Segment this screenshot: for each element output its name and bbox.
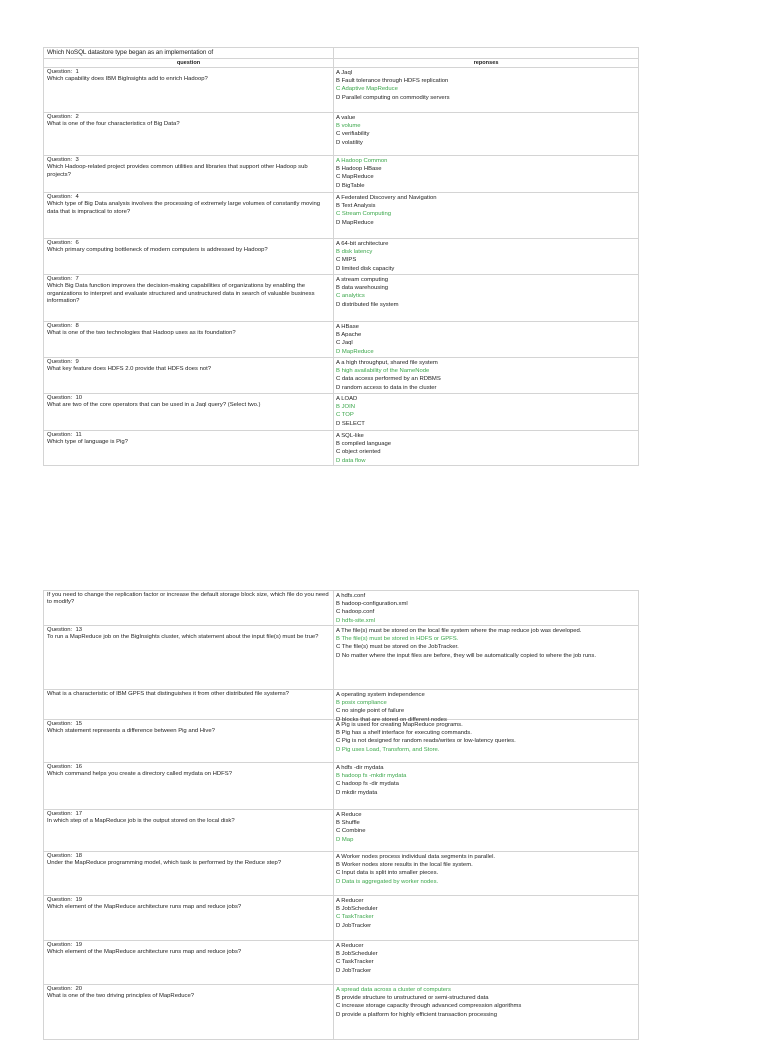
answer-option: D provide a platform for highly efficient transaction processing <box>336 1011 497 1018</box>
question-text: What is one of the two technologies that Hadoop uses as its foundation? <box>47 330 236 337</box>
question-text: Under the MapReduce programming model, which task is performed by the Reduce step? <box>47 860 282 867</box>
table-row <box>43 193 639 239</box>
answers-cell <box>334 193 638 238</box>
question-cell <box>44 852 334 895</box>
correct-answer: B posix compliance <box>336 700 387 707</box>
question-number: Question: 6 <box>47 240 79 246</box>
correct-answer: C TOP <box>336 412 354 419</box>
answer-option: C Input data is split into smaller pieces. <box>336 870 439 877</box>
question-cell <box>44 358 334 393</box>
question-cell <box>44 113 334 155</box>
answer-option: D JobTracker <box>336 967 372 974</box>
answer-option: C hadoop fs -dir mydata <box>336 781 399 788</box>
question-number: Question: 19 <box>47 942 83 948</box>
answers-cell <box>334 113 638 155</box>
question-text: In which step of a MapReduce job is the output stored on the local disk? <box>47 818 235 825</box>
question-number: Question: 8 <box>47 323 79 329</box>
answer-option: A HBase <box>336 324 359 330</box>
table-row <box>43 113 639 156</box>
question-number: Question: 13 <box>47 627 83 633</box>
correct-answer: C Stream Computing <box>336 211 392 218</box>
correct-answer: D data flow <box>336 457 366 464</box>
question-number: Question: 19 <box>47 897 83 903</box>
header-responses: reponses <box>473 60 499 66</box>
question-cell <box>44 626 334 689</box>
question-text: Which type of language is Pig? <box>47 439 128 446</box>
answer-option: A operating system independence <box>336 692 425 698</box>
answer-option: B Apache <box>336 332 362 339</box>
answer-option: D blocks that are stored on different nodes <box>336 716 447 723</box>
question-number: Question: 2 <box>47 114 79 120</box>
question-text: Which primary computing bottleneck of modern computers is addressed by Hadoop? <box>47 247 268 254</box>
answer-option: A Reducer <box>336 943 364 949</box>
table-title: Which NoSQL datastore type began as an implementation of <box>44 48 334 58</box>
answer-option: A Worker nodes process individual data segments in parallel. <box>336 854 496 860</box>
question-cell <box>44 941 334 984</box>
answer-option: C data access performed by an RDBMS <box>336 376 441 383</box>
correct-answer: C analytics <box>336 293 365 300</box>
answer-option: C MIPS <box>336 257 357 264</box>
answers-cell <box>334 275 638 321</box>
answer-option: C increase storage capacity through advanced compression algorithms <box>336 1003 522 1010</box>
answers-cell <box>334 68 638 112</box>
answers-cell <box>334 591 638 625</box>
question-cell <box>44 591 334 625</box>
question-cell <box>44 193 334 238</box>
question-cell <box>44 896 334 940</box>
answer-option: A Federated Discovery and Navigation <box>336 195 437 201</box>
header-row <box>43 58 639 68</box>
answer-option: D distributed file system <box>336 301 399 308</box>
correct-answer: B JOIN <box>336 404 355 411</box>
table-body <box>43 590 639 1040</box>
question-text: Which type of Big Data analysis involves the processing of extremely large volumes of constantly moving data that is impractical to store? <box>47 201 321 215</box>
answers-cell <box>334 941 638 984</box>
table-row <box>43 720 639 763</box>
correct-answer: D Data is aggregated by worker nodes. <box>336 878 439 885</box>
question-number: Question: 9 <box>47 359 79 365</box>
answer-option: D Parallel computing on commodity servers <box>336 94 450 101</box>
answer-option: C no single point of failure <box>336 708 405 715</box>
question-number: Question: 15 <box>47 721 83 727</box>
question-cell <box>44 985 334 1039</box>
correct-answer: A spread data across a cluster of computers <box>336 987 451 993</box>
table-row <box>43 590 639 626</box>
question-number: Question: 17 <box>47 811 83 817</box>
answer-option: B Pig has a shelf interface for executing commands. <box>336 730 472 737</box>
table-row <box>43 275 639 322</box>
question-text: Which element of the MapReduce architecture runs map and reduce jobs? <box>47 949 242 956</box>
answers-cell <box>334 431 638 465</box>
answer-option: C verifiability <box>336 131 370 138</box>
correct-answer: B high availability of the NameNode <box>336 368 430 375</box>
correct-answer: B disk latency <box>336 249 373 256</box>
answer-option: B JobScheduler <box>336 951 378 958</box>
answer-option: C Combine <box>336 828 366 835</box>
question-cell <box>44 322 334 357</box>
header-question: question <box>44 59 334 67</box>
answer-option: D random access to data in the cluster <box>336 384 437 391</box>
table-row <box>43 985 639 1040</box>
answers-cell <box>334 810 638 851</box>
question-text: What is a characteristic of IBM GPFS that distinguishes it from other distributed file systems? <box>47 691 289 697</box>
question-cell <box>44 720 334 762</box>
answers-cell <box>334 985 638 1039</box>
question-cell <box>44 239 334 274</box>
answers-cell <box>334 720 638 762</box>
question-text: Which capability does IBM BigInsights add to enrich Hadoop? <box>47 76 208 83</box>
question-cell <box>44 690 334 719</box>
table-row <box>43 431 639 466</box>
answer-option: D JobTracker <box>336 922 372 929</box>
correct-answer: B hadoop fs -mkdir mydata <box>336 773 407 780</box>
answer-option: A hdfs.conf <box>336 593 366 599</box>
answer-option: A stream computing <box>336 277 389 283</box>
answer-option: C Pig is not designed for random reads/writes or low-latency queries. <box>336 738 516 745</box>
question-text: If you need to change the replication factor or increase the default storage block size, which file do you need to modify? <box>47 592 329 606</box>
question-number: Question: 7 <box>47 276 79 282</box>
question-number: Question: 18 <box>47 853 83 859</box>
answer-option: B compiled language <box>336 441 392 448</box>
correct-answer: A Hadoop Common <box>336 158 388 164</box>
correct-answer: B The file(s) must be stored in HDFS or GPFS. <box>336 636 459 643</box>
table-row <box>43 322 639 358</box>
answers-cell <box>334 394 638 430</box>
answer-option: D BigTable <box>336 182 365 189</box>
answer-option: A SQL-like <box>336 433 364 439</box>
question-text: Which statement represents a difference between Pig and Hive? <box>47 728 215 735</box>
answer-option: B Shuffle <box>336 820 360 827</box>
table-row <box>43 763 639 810</box>
question-number: Question: 11 <box>47 432 82 438</box>
answers-cell <box>334 763 638 809</box>
quiz-table-1 <box>43 47 639 466</box>
answers-cell <box>334 626 638 689</box>
question-cell <box>44 763 334 809</box>
correct-answer: D hdfs-site.xml <box>336 617 375 624</box>
answer-option: A hdfs -dir mydata <box>336 765 384 771</box>
answers-cell <box>334 690 638 723</box>
answer-option: B Text Analysis <box>336 203 376 210</box>
answer-option: B JobScheduler <box>336 906 378 913</box>
answer-option: B Worker nodes store results in the local file system. <box>336 862 473 869</box>
quiz-table-2 <box>43 590 639 1040</box>
question-cell <box>44 68 334 112</box>
answers-cell <box>334 896 638 940</box>
table-row <box>43 358 639 394</box>
answer-option: B provide structure to unstructured or semi-structured data <box>336 995 489 1002</box>
question-number: Question: 16 <box>47 764 83 770</box>
question-cell <box>44 394 334 430</box>
table-row <box>43 156 639 193</box>
table-row <box>43 239 639 275</box>
table-body <box>43 68 639 466</box>
answer-option: D MapReduce <box>336 219 374 226</box>
answer-option: B Fault tolerance through HDFS replication <box>336 78 449 85</box>
answer-option: A 64-bit architecture <box>336 241 389 247</box>
answer-option: D No matter where the input files are before, they will be automatically copied to where the job runs. <box>336 652 596 659</box>
answer-option: A LOAD <box>336 396 358 402</box>
answers-cell <box>334 322 638 357</box>
answers-cell <box>334 358 638 393</box>
answers-cell <box>334 156 638 192</box>
table-row <box>43 626 639 690</box>
question-cell <box>44 810 334 851</box>
answer-option: A The file(s) must be stored on the local file system where the map reduce job was developed. <box>336 628 582 634</box>
answer-option: D limited disk capacity <box>336 265 395 272</box>
question-text: Which Big Data function improves the decision-making capabilities of organizations by enabling the organizations to interpret and evaluate structured and unstructured data in search of valuable business information? <box>47 283 315 304</box>
answer-option: A a high throughput, shared file system <box>336 360 438 366</box>
answer-option: C MapReduce <box>336 174 374 181</box>
answer-option: C TaskTracker <box>336 959 374 966</box>
answer-option: A Reducer <box>336 898 364 904</box>
question-cell <box>44 156 334 192</box>
question-cell <box>44 275 334 321</box>
table-row <box>43 394 639 431</box>
question-text: Which command helps you create a directory called mydata on HDFS? <box>47 771 232 778</box>
table-row <box>43 852 639 896</box>
answer-option: A Jaql <box>336 70 353 76</box>
question-text: What are two of the core operators that can be used in a Jaql query? (Select two.) <box>47 402 261 409</box>
title-row <box>43 47 639 58</box>
question-number: Question: 3 <box>47 157 79 163</box>
table-row <box>43 68 639 113</box>
correct-answer: C Adaptive MapReduce <box>336 86 398 93</box>
question-number: Question: 10 <box>47 395 83 401</box>
answer-option: A Reduce <box>336 812 362 818</box>
answer-option: D mkdir mydata <box>336 789 378 796</box>
table-row <box>43 896 639 941</box>
answer-option: B data warehousing <box>336 285 389 292</box>
answer-option: C object oriented <box>336 449 381 456</box>
answer-option: A Pig is used for creating MapReduce programs. <box>336 722 463 728</box>
question-number: Question: 20 <box>47 986 83 992</box>
question-text: To run a MapReduce job on the BigInsights cluster, which statement about the input file(s) must be true? <box>47 634 319 641</box>
question-text: Which element of the MapReduce architecture runs map and reduce jobs? <box>47 904 242 911</box>
answer-option: D SELECT <box>336 420 365 427</box>
answer-option: C hadoop.conf <box>336 609 375 616</box>
answer-option: B hadoop-configuration.xml <box>336 601 408 608</box>
answer-option: C Jaql <box>336 340 353 347</box>
question-cell <box>44 431 334 465</box>
correct-answer: D Map <box>336 836 354 843</box>
question-number: Question: 4 <box>47 194 79 200</box>
question-number: Question: 1 <box>47 69 79 75</box>
answers-cell <box>334 852 638 895</box>
correct-answer: C TaskTracker <box>336 914 374 921</box>
question-text: What is one of the two driving principles of MapReduce? <box>47 993 195 1000</box>
table-row <box>43 690 639 723</box>
table-row <box>43 810 639 852</box>
correct-answer: D Pig uses Load, Transform, and Store. <box>336 746 440 753</box>
question-text: What key feature does HDFS 2.0 provide that HDFS does not? <box>47 366 212 373</box>
answer-option: C The file(s) must be stored on the JobTracker. <box>336 644 459 651</box>
correct-answer: D MapReduce <box>336 348 374 355</box>
answers-cell <box>334 239 638 274</box>
answer-option: D volatility <box>336 139 363 146</box>
answer-option: B Hadoop HBase <box>336 166 382 173</box>
question-text: What is one of the four characteristics of Big Data? <box>47 121 180 128</box>
table-row <box>43 941 639 985</box>
question-text: Which Hadoop-related project provides common utilities and libraries that support other Hadoop sub projects? <box>47 164 308 178</box>
answer-option: A value <box>336 115 356 121</box>
correct-answer: B volume <box>336 123 361 130</box>
